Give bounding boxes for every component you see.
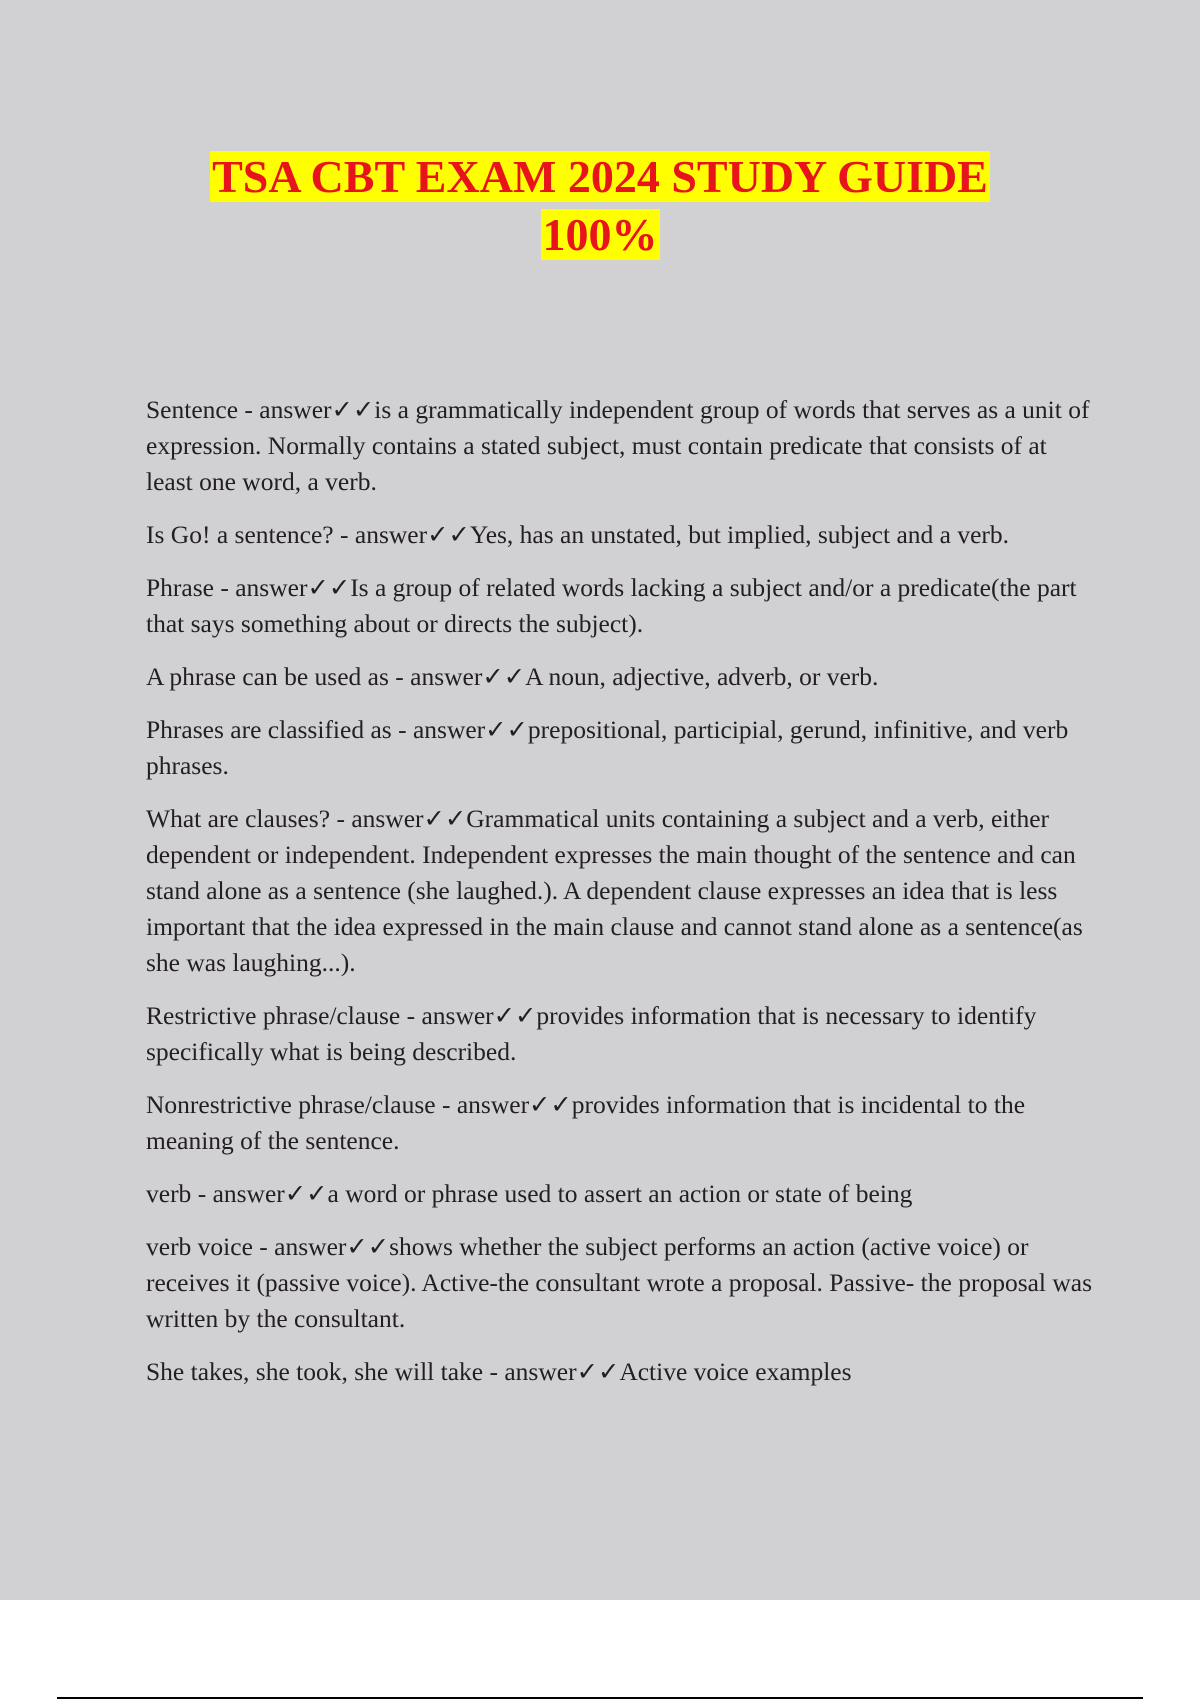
entry-separator: - [400, 1001, 422, 1030]
page-footer-area [0, 1600, 1200, 1700]
qa-entry [146, 659, 1096, 695]
qa-entry [146, 998, 1096, 1070]
title-line-2: 100% [542, 209, 658, 260]
entry-separator: - [391, 715, 413, 744]
entry-term: Is Go! a sentence? [146, 520, 334, 549]
entry-definition: prepositional, participial, gerund, infinitive, and verb phrases. [146, 715, 1069, 780]
entry-separator: - [330, 804, 352, 833]
qa-entry [146, 1229, 1096, 1337]
entry-answer-marker: answer✓✓ [412, 715, 528, 744]
qa-entry [146, 517, 1096, 553]
qa-entry [146, 1087, 1096, 1159]
entry-answer-marker: answer✓✓ [259, 395, 375, 424]
entry-answer-marker: answer✓✓ [410, 662, 526, 691]
entry-answer-marker: answer✓✓ [274, 1232, 390, 1261]
entry-term: What are clauses? [146, 804, 331, 833]
entry-separator: - [252, 1232, 275, 1261]
document-title [210, 151, 990, 260]
entry-definition: Grammatical units containing a subject and a verb, either dependent or independent. Independent expresses the main thought of the sentence and can stand alone as a sentence (she laughed.). A dependent clause expresses an idea that is less important that the idea expressed in the main clause and cannot stand alone as a sentence(as she was laughing...). [146, 804, 1083, 977]
qa-entry [146, 1176, 1096, 1212]
entry-term: Phrase [146, 573, 214, 602]
entry-separator: - [191, 1179, 213, 1208]
entry-definition: Yes, has an unstated, but implied, subject and a verb. [469, 520, 1010, 549]
entry-definition: provides information that is necessary to identify specifically what is being described. [146, 1001, 1037, 1066]
entry-separator: - [388, 662, 411, 691]
entry-answer-marker: answer✓✓ [354, 520, 470, 549]
entry-term: Phrases are classified as [146, 715, 392, 744]
entry-separator: - [435, 1090, 457, 1119]
entry-term: verb voice [146, 1232, 253, 1261]
title-line-1: TSA CBT EXAM 2024 STUDY GUIDE [212, 151, 988, 202]
entry-term: She takes, she took, she will take [146, 1357, 484, 1386]
entry-answer-marker: answer✓✓ [504, 1357, 620, 1386]
entry-definition: is a grammatically independent group of words that serves as a unit of expression. Normally contains a stated subject, must contain predicate that consists of at least one word, a verb. [146, 395, 1090, 496]
qa-entry [146, 570, 1096, 642]
entry-definition: A noun, adjective, adverb, or verb. [525, 662, 879, 691]
qa-entry [146, 801, 1096, 981]
entry-separator: - [213, 573, 236, 602]
qa-list [146, 392, 1096, 1407]
entry-definition: shows whether the subject performs an action (active voice) or receives it (passive voice). Active-the consultant wrote a proposal. Passive- the proposal was written by the consultant. [146, 1232, 1093, 1333]
entry-separator: - [483, 1357, 505, 1386]
entry-definition: Is a group of related words lacking a subject and/or a predicate(the part that says something about or directs the subject). [146, 573, 1077, 638]
entry-term: Sentence [146, 395, 239, 424]
qa-entry [146, 1354, 1096, 1390]
entry-term: A phrase can be used as [146, 662, 389, 691]
entry-separator: - [333, 520, 355, 549]
entry-term: Restrictive phrase/clause [146, 1001, 401, 1030]
entry-definition: provides information that is incidental to the meaning of the sentence. [146, 1090, 1026, 1155]
entry-answer-marker: answer✓✓ [351, 804, 467, 833]
entry-answer-marker: answer✓✓ [421, 1001, 537, 1030]
entry-answer-marker: answer✓✓ [235, 573, 351, 602]
entry-answer-marker: answer✓✓ [212, 1179, 328, 1208]
qa-entry [146, 392, 1096, 500]
entry-answer-marker: answer✓✓ [456, 1090, 572, 1119]
entry-term: verb [146, 1179, 192, 1208]
entry-definition: a word or phrase used to assert an action or state of being [327, 1179, 913, 1208]
entry-term: Nonrestrictive phrase/clause [146, 1090, 436, 1119]
footer-divider [57, 1697, 1143, 1699]
qa-entry [146, 712, 1096, 784]
title-block [0, 148, 1200, 264]
entry-separator: - [238, 395, 260, 424]
entry-definition: Active voice examples [619, 1357, 852, 1386]
